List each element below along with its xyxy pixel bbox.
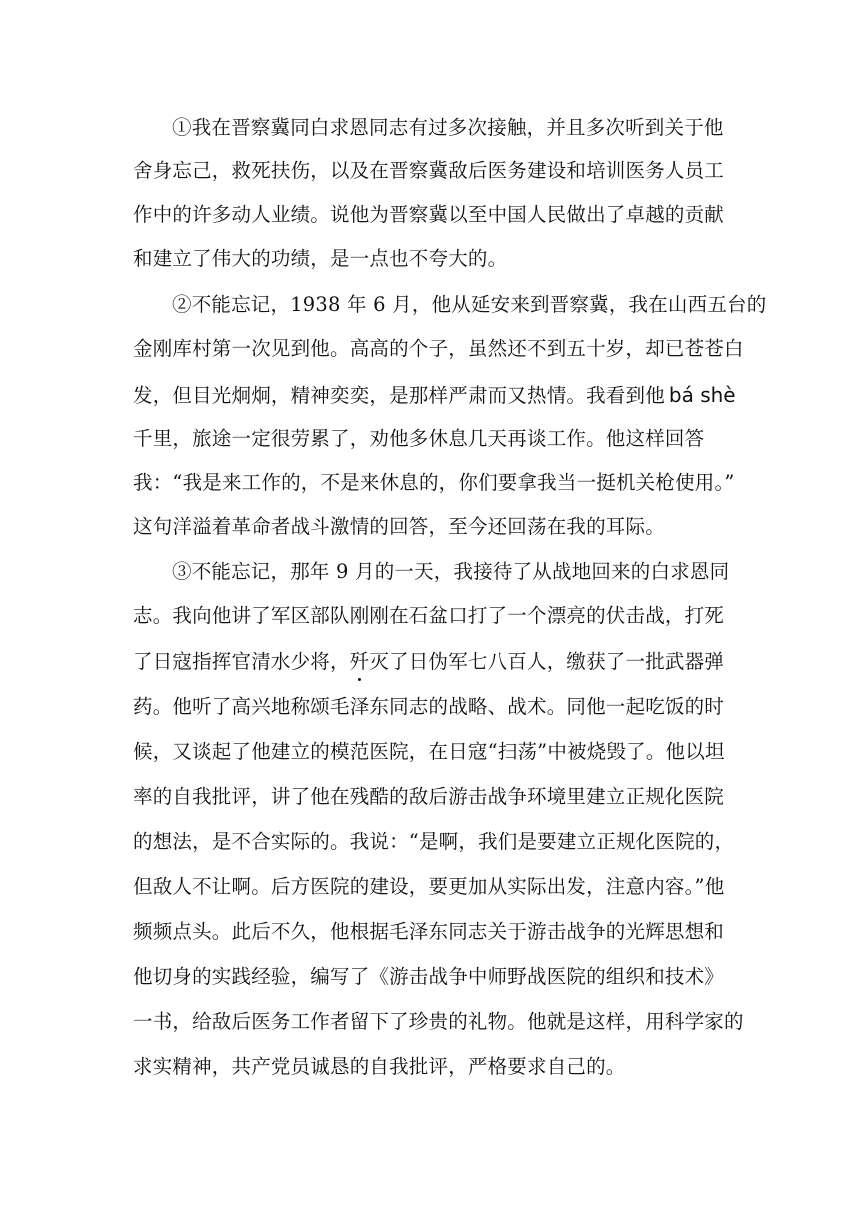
p3-line-10: 他切身的实践经验，编写了《游击战争中师野战医院的组织和技术》: [133, 965, 725, 988]
p2-line-2: 金刚库村第一次见到他。高高的个子，虽然还不到五十岁，却已苍苍白: [133, 337, 744, 360]
p3-line-4: 药。他听了高兴地称颂毛泽东同志的战略、战术。同他一起吃饭的时: [133, 695, 725, 718]
p3-line-7: 的想法，是不合实际的。我说：“是啊，我们是要建立正规化医院的，: [133, 830, 735, 853]
pinyin-blank: bá shè: [668, 383, 736, 407]
p1-line-2: 舍身忘己，救死扶伤，以及在晋察冀敌后医务建设和培训医务人员工: [133, 159, 725, 182]
p3-line-3: [133, 648, 733, 676]
p1-line-3: 作中的许多动人业绩。说他为晋察冀以至中国人民做出了卓越的贡献: [133, 203, 725, 226]
p3-line-3-a: 了日寇指挥官清水少将，: [133, 650, 350, 673]
p3-line-5: 候，又谈起了他建立的模范医院，在日寇“扫荡”中被烧毁了。他以坦: [133, 740, 725, 763]
dotted-character: 歼: [350, 648, 370, 676]
p3-line-1: ③不能忘记，那年 9 月的一天，我接待了从战地回来的白求恩同: [172, 560, 730, 583]
p2-line-4: 千里，旅途一定很劳累了，劝他多休息几天再谈工作。他这样回答: [133, 427, 705, 450]
p2-line-1: ②不能忘记，1938 年 6 月，他从延安来到晋察冀，我在山西五台的: [172, 293, 767, 316]
p3-line-3-b: 灭了日伪军七八百人，缴获了一批武器弹: [369, 650, 725, 673]
p3-line-12: 求实精神，共产党员诚恳的自我批评，严格要求自己的。: [133, 1055, 626, 1078]
p2-line-6: 这句洋溢着革命者战斗激情的回答，至今还回荡在我的耳际。: [133, 515, 665, 538]
p2-line-3-text: 发，但目光炯炯，精神奕奕，是那样严肃而又热情。我看到他: [133, 384, 665, 407]
p1-line-4: 和建立了伟大的功绩，是一点也不夸大的。: [133, 247, 508, 270]
p3-line-9: 频频点头。此后不久，他根据毛泽东同志关于游击战争的光辉思想和: [133, 920, 725, 943]
p3-line-6: 率的自我批评，讲了他在残酷的敌后游击战争环境里建立正规化医院: [133, 785, 725, 808]
p3-line-11: 一书，给敌后医务工作者留下了珍贵的礼物。他就是这样，用科学家的: [133, 1010, 744, 1033]
p2-line-5: 我：“我是来工作的，不是来休息的，你们要拿我当一挺机关枪使用。”: [133, 471, 735, 494]
p3-line-2: 志。我向他讲了军区部队刚刚在石盆口打了一个漂亮的伏击战，打死: [133, 604, 725, 627]
p3-line-8: 但敌人不让啊。后方医院的建设，要更加从实际出发，注意内容。”他: [133, 875, 725, 898]
p2-line-3: [133, 381, 736, 410]
p1-line-1: ①我在晋察冀同白求恩同志有过多次接触，并且多次听到关于他: [172, 116, 724, 139]
